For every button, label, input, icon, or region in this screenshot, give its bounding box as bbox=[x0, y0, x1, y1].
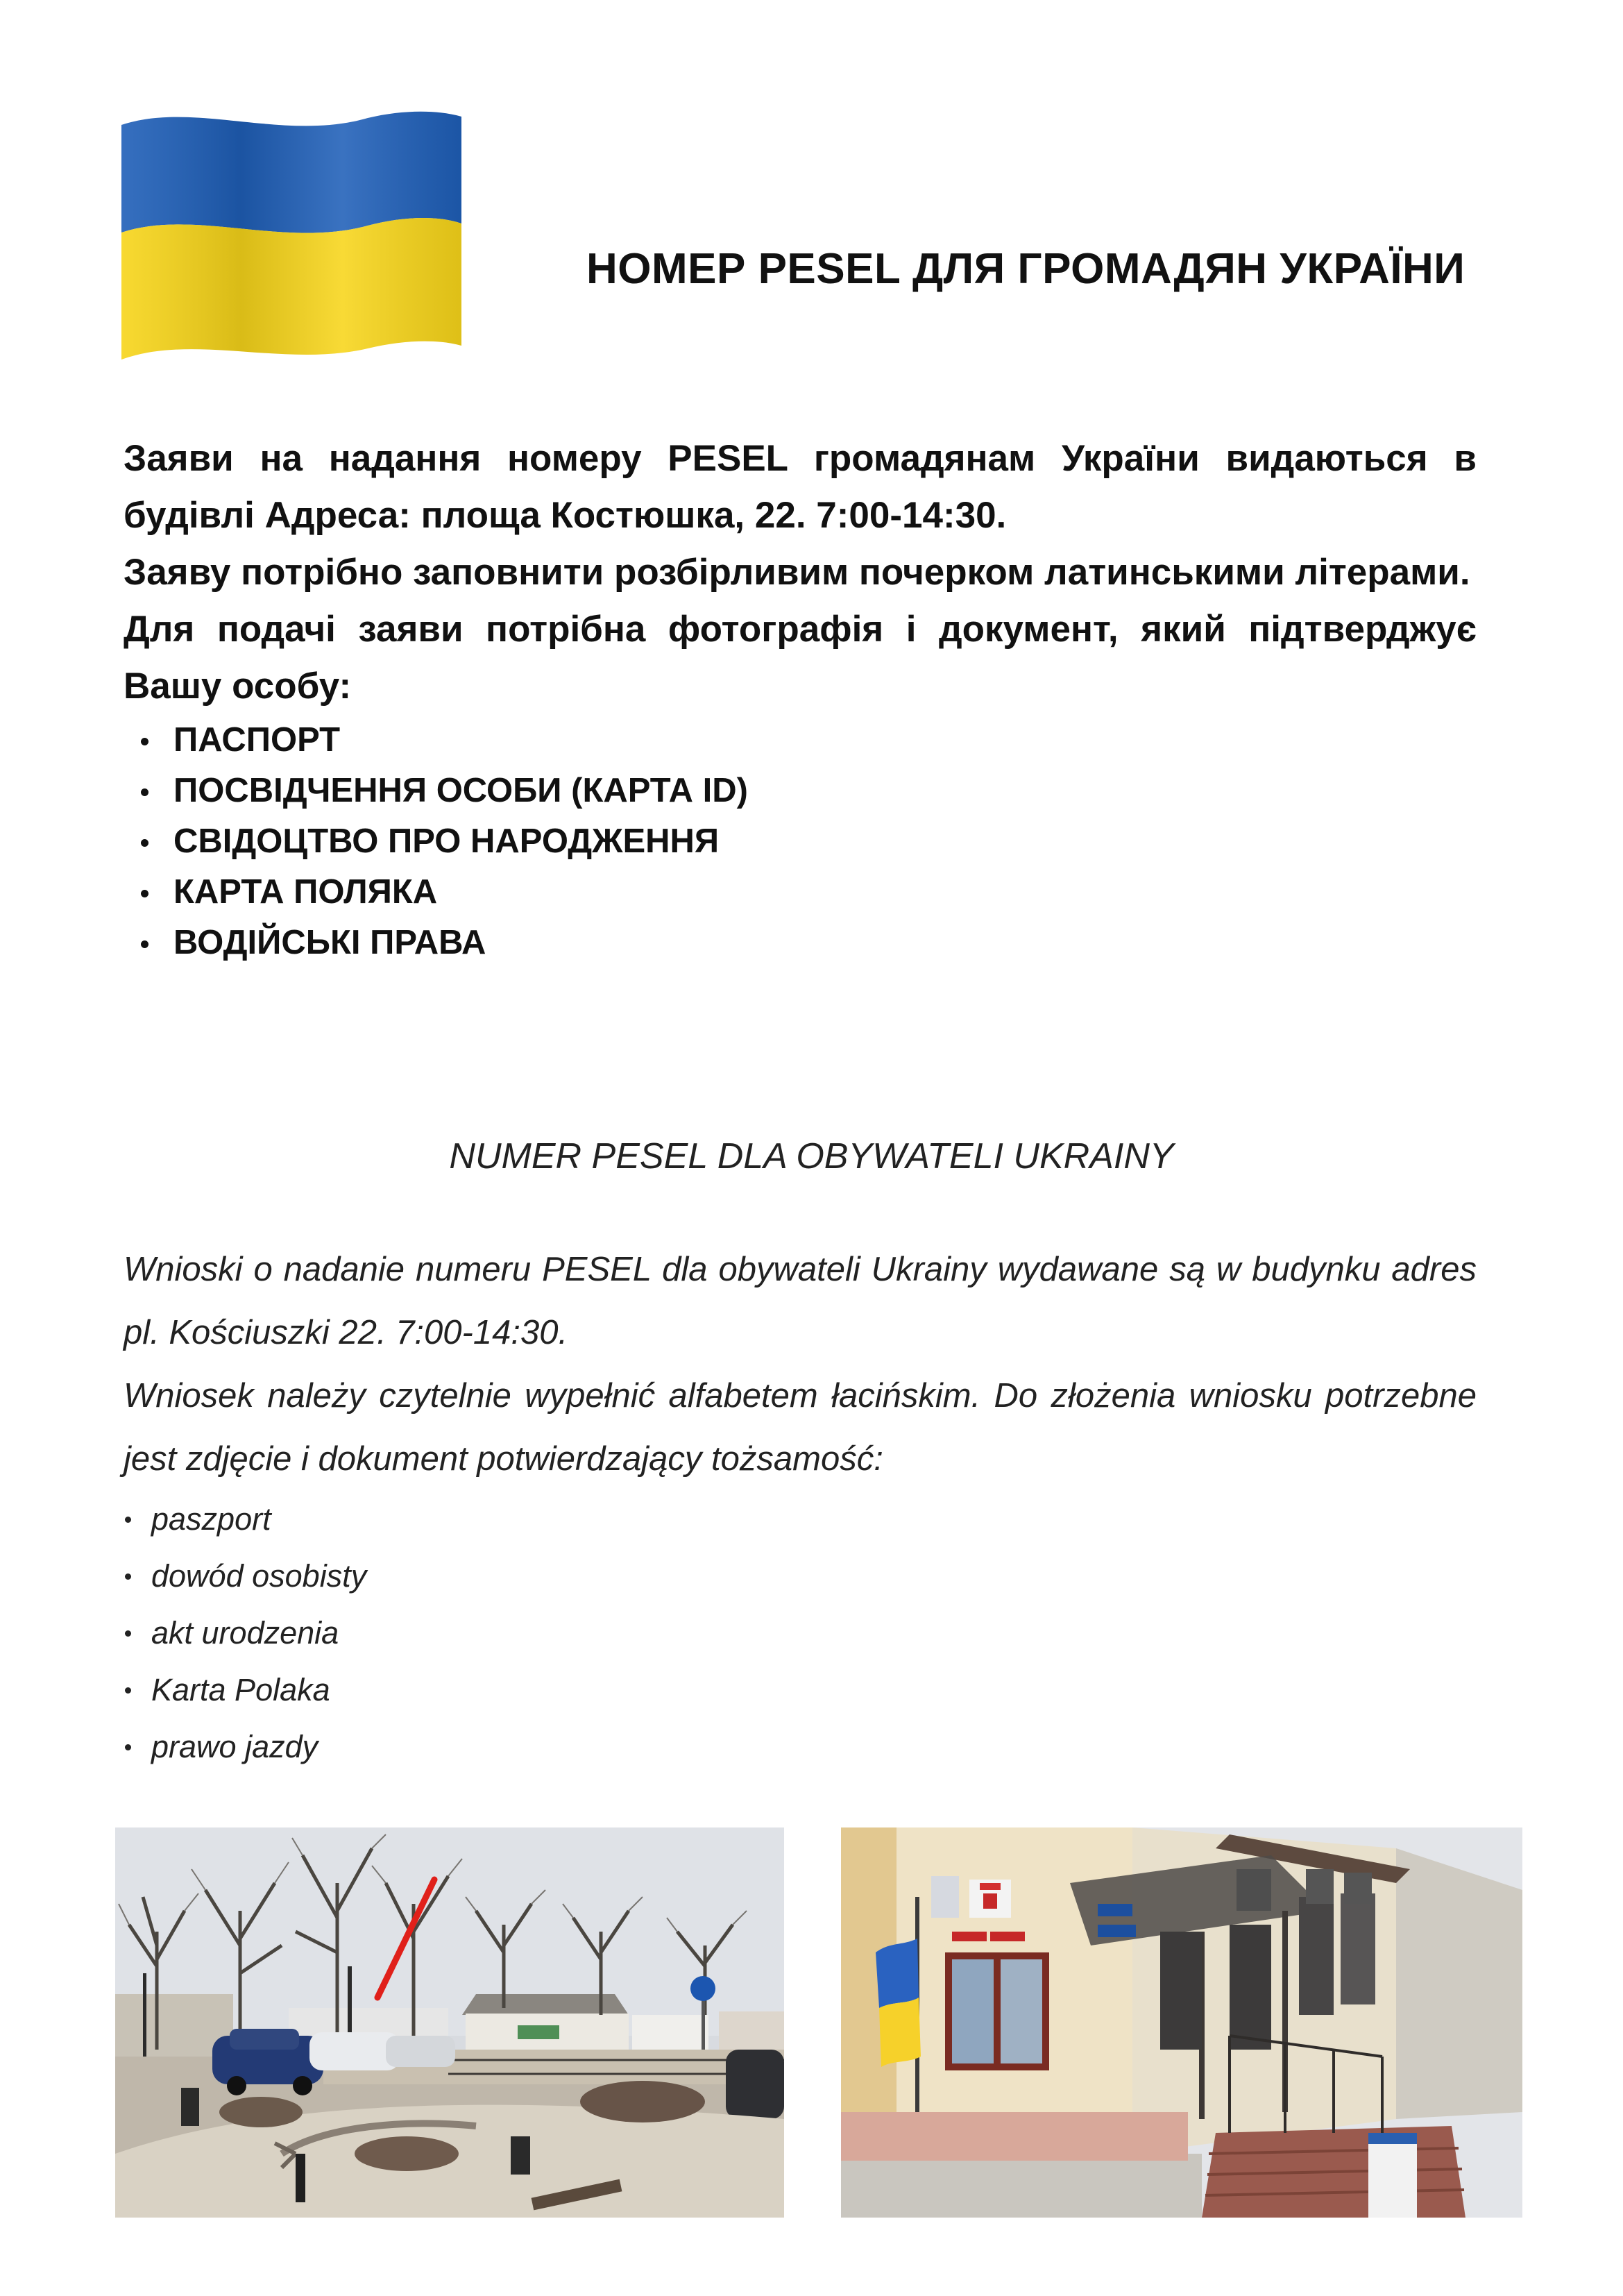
list-item: ВОДІЙСЬКІ ПРАВА bbox=[124, 918, 1477, 968]
polish-section bbox=[124, 1238, 1477, 1775]
pl-document-list bbox=[124, 1491, 1477, 1775]
list-item: ПАСПОРТ bbox=[124, 715, 1477, 766]
ua-paragraph-documents: Для подачі заяви потрібна фотографія і документ, який підтверджує Вашу особу: bbox=[124, 609, 1477, 707]
ua-paragraph-latin-letters: Заяву потрібно заповнити розбірливим почерком латинськими літерами. bbox=[124, 552, 1470, 593]
list-item: paszport bbox=[124, 1491, 1477, 1548]
list-item: КАРТА ПОЛЯКА bbox=[124, 867, 1477, 918]
pl-paragraph-documents: Wniosek należy czytelnie wypełnić alfabetem łacińskim. Do złożenia wniosku potrzebne jest zdjęcie i dokument potwierdzający tożsamość: bbox=[124, 1377, 1477, 1478]
page-title-polish: NUMER PESEL DLA OBYWATELI UKRAINY bbox=[449, 1136, 1174, 1176]
list-item: akt urodzenia bbox=[124, 1605, 1477, 1662]
list-item: ПОСВІДЧЕННЯ ОСОБИ (КАРТА ID) bbox=[124, 766, 1477, 816]
page-title-ukrainian: НОМЕР PESEL ДЛЯ ГРОМАДЯН УКРАЇНИ bbox=[586, 245, 1465, 293]
list-item: dowód osobisty bbox=[124, 1548, 1477, 1605]
list-item: Karta Polaka bbox=[124, 1662, 1477, 1719]
photo-town-square bbox=[115, 1827, 784, 2218]
photo-office-building bbox=[841, 1827, 1522, 2218]
pl-paragraph-address: Wnioski o nadanie numeru PESEL dla obywateli Ukrainy wydawane są w budynku adres pl. Kościuszki 22. 7:00-14:30. bbox=[124, 1251, 1477, 1351]
ukraine-flag-image bbox=[111, 104, 472, 368]
ua-paragraph-address: Заяви на надання номеру PESEL громадянам України видаються в будівлі Адреса: площа Костюшка, 22. 7:00-14:30. bbox=[124, 438, 1477, 536]
ukrainian-section bbox=[124, 430, 1477, 968]
list-item: prawo jazdy bbox=[124, 1719, 1477, 1775]
list-item: СВІДОЦТВО ПРО НАРОДЖЕННЯ bbox=[124, 816, 1477, 867]
ua-document-list bbox=[124, 715, 1477, 968]
